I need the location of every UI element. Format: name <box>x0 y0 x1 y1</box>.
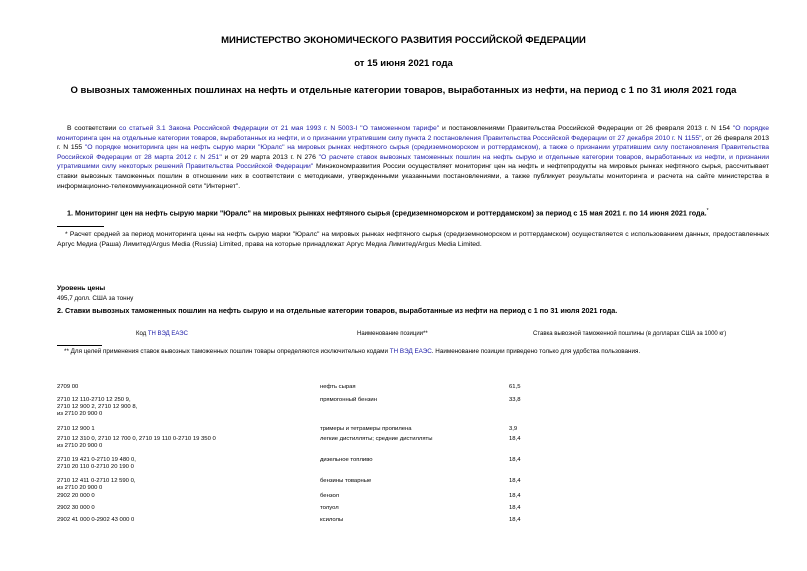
law-link[interactable]: со статьей 3.1 Закона Российской Федерации от 21 мая 1993 г. N 5003-I "О таможенном тарифе" <box>119 125 440 132</box>
document-date: от 15 июня 2021 года <box>354 58 453 69</box>
row-rate: 33,8 <box>509 397 521 403</box>
row-code: 2710 12 110-2710 12 250 9, 2710 12 900 2, 2710 12 900 8, из 2710 20 900 0 <box>57 397 138 417</box>
column-header-rate: Ставка вывозной таможенной пошлины (в долларах США за 1000 кг) <box>533 331 727 337</box>
section-2-heading: 2. Ставки вывозных таможенных пошлин на нефть сырую и на отдельные категории товаров, выработанные из нефти на период с 1 по 31 июля 2021 года. <box>57 306 618 315</box>
intro-paragraph <box>57 124 769 191</box>
row-code: 2902 30 000 0 <box>57 505 95 511</box>
intro-text-4: и от 29 марта 2013 г. N 276 <box>221 153 319 161</box>
row-rate: 18,4 <box>509 478 521 484</box>
row-rate: 18,4 <box>509 436 521 442</box>
row-rate: 18,4 <box>509 517 521 523</box>
intro-text-2: и постановлениями Правительства Российской Федерации от 26 февраля 2013 г. N 154 <box>439 125 733 132</box>
tnved-footnote-link[interactable]: ТН ВЭД ЕАЭС <box>389 348 432 355</box>
row-name: прямогонный бензин <box>320 397 377 403</box>
price-value: 495,7 долл. США за тонну <box>57 295 134 302</box>
row-rate: 3,9 <box>509 426 518 432</box>
intro-text-1: В соответствии <box>67 125 120 132</box>
row-code: 2710 12 900 1 <box>57 426 95 432</box>
row-rate: 61,5 <box>509 384 521 390</box>
resolution-276-link[interactable]: "О расчете ставок вывозных таможенных пошлин на нефть сырую и отдельные категории товаров, выработанных из нефти, и признании утратившими силу некоторых решений Правительства Российской Федерации" <box>57 153 770 171</box>
footnote-divider-2 <box>57 345 102 346</box>
column-header-code: Код ТН ВЭД ЕАЭС <box>136 331 188 337</box>
document-title: О вывозных таможенных пошлинах на нефть и отдельные категории товаров, выработанных из нефти, на период с 1 по 31 июля 2021 года <box>70 85 737 96</box>
column-header-name: Наименование позиции** <box>357 331 428 337</box>
intro-text-3: , от 26 февраля 2013 г. N 155 <box>57 134 770 152</box>
row-name: легкие дистилляты; средние дистилляты <box>320 436 433 442</box>
footnote-divider <box>57 226 104 227</box>
row-code: 2710 19 421 0-2710 19 480 0, 2710 20 110 0-2710 20 190 0 <box>57 457 136 470</box>
row-code: 2902 41 000 0-2902 43 000 0 <box>57 517 135 523</box>
ministry-title: МИНИСТЕРСТВО ЭКОНОМИЧЕСКОГО РАЗВИТИЯ РОССИЙСКОЙ ФЕДЕРАЦИИ <box>221 35 586 46</box>
row-name: дизельное топливо <box>320 457 373 463</box>
row-name: бензины товарные <box>320 478 372 484</box>
intro-text-5: Минэкономразвития России осуществляет мониторинг цен на нефть и нефтепродукты на мировых рынках нефтяного сырья, рассчитывает ставки вывозных таможенных пошлин в отношении них в соответствии с методиками, утвержденными указанными постановлениями, а также публикует результаты мониторинга и расчета на сайте министерства в информационно-телекоммуникационной сети "Интернет". <box>57 163 769 190</box>
row-code: 2709 00 <box>57 384 79 390</box>
row-name: бензол <box>320 493 340 499</box>
row-rate: 18,4 <box>509 505 521 511</box>
price-label: Уровень цены <box>57 285 106 292</box>
row-code: 2902 20 000 0 <box>57 493 95 499</box>
footnote-marker: * <box>706 208 709 214</box>
row-name: тримеры и тетрамеры пропилена <box>320 426 412 432</box>
row-name: толуол <box>320 505 339 511</box>
row-name: нефть сырая <box>320 384 356 390</box>
tnved-link[interactable]: ТН ВЭД ЕАЭС <box>147 331 188 337</box>
row-rate: 18,4 <box>509 457 521 463</box>
row-name: ксилолы <box>320 517 344 523</box>
row-code: 2710 12 411 0-2710 12 590 0, из 2710 20 900 0 <box>57 478 136 491</box>
resolution-154-link[interactable]: "О порядке мониторинга цен на отдельные категории товаров, выработанных из нефти, и о признании утратившим силу пункта 2 постановления Правительства Российской Федерации от 27 декабря 2010 г. N 1155" <box>57 125 770 142</box>
section-1-heading: 1. Мониторинг цен на нефть сырую марки "Юралс" на мировых рынках нефтяного сырья (средиземноморском и роттердамском) за период с 15 мая 2021 г. по 14 июня 2021 года.* <box>67 208 709 218</box>
section-1-footnote: * Расчет средней за период мониторинга цены на нефть сырую марки "Юралс" на мировых рынках нефтяного сырья (средиземноморском и роттердамском) осуществляется с использованием данных, предоставленных Аргус Медиа (Раша) Лимитед/Argus Media (Russia) Limited, права на которые принадлежат Аргус Медиа Лимитед/Argus Media Limited. <box>57 231 769 248</box>
row-code: 2710 12 310 0, 2710 12 700 0, 2710 19 110 0-2710 19 350 0 из 2710 20 900 0 <box>57 436 216 449</box>
row-rate: 18,4 <box>509 493 521 499</box>
resolution-155-link[interactable]: "О порядке мониторинга цен на нефть сырую марки "Юралс" на мировых рынках нефтяного сырья (средиземноморском и роттердамском), а также о признании утратившим силу постановления Правительства Российской Федерации от 28 марта 2012 г. N 251" <box>57 144 769 161</box>
section-2-footnote: ** Для целей применения ставок вывозных таможенных пошлин товары определяются исключительно кодами ТН ВЭД ЕАЭС. Наименование позиции приведено только для удобства пользования. <box>64 348 641 355</box>
